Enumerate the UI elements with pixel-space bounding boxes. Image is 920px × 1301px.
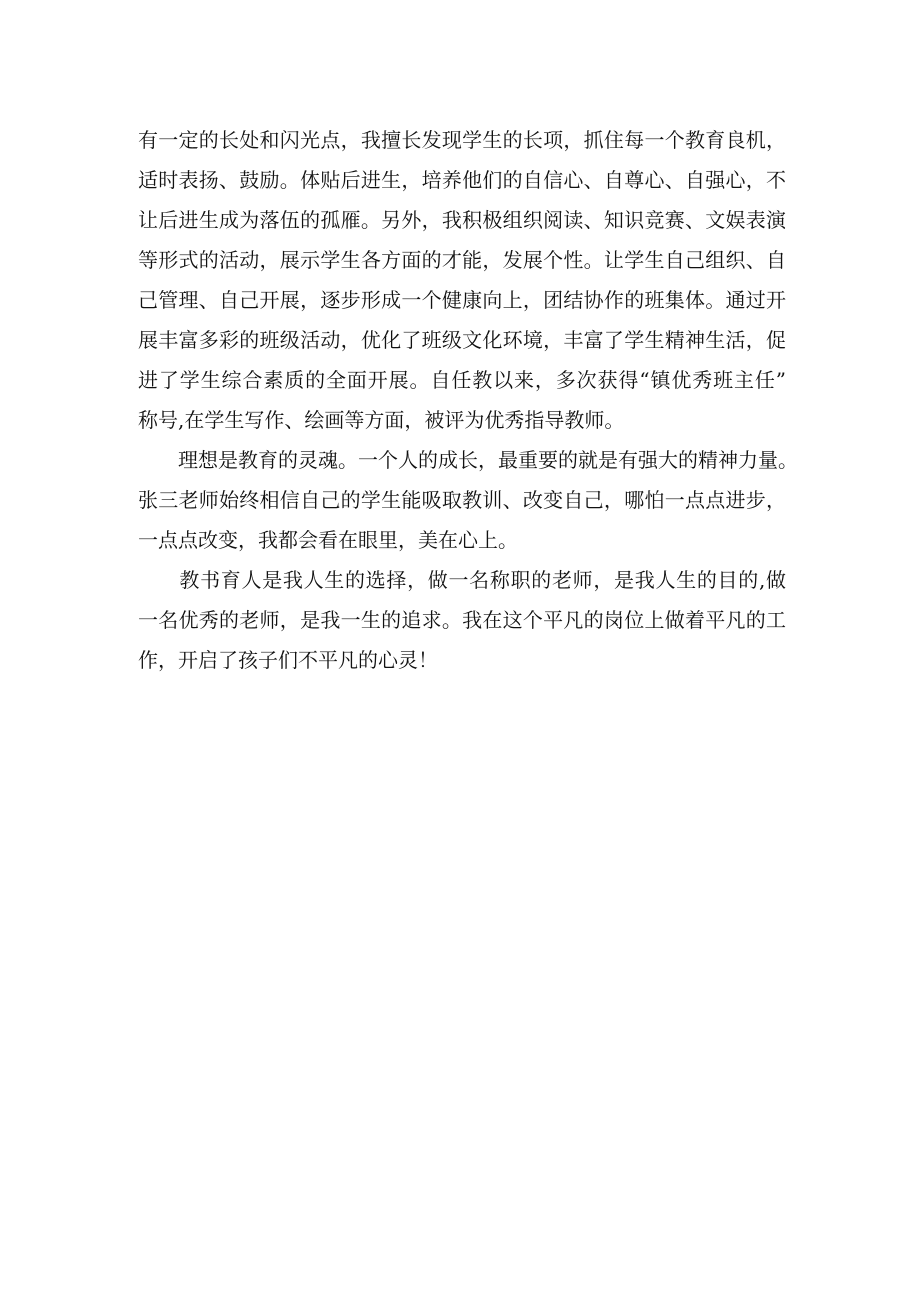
text-line: 适时表扬、鼓励。体贴后进生，培养他们的自信心、自尊心、自强心，不 — [138, 168, 786, 192]
text-line: 作，开启了孩子们不平凡的心灵！ — [138, 648, 438, 672]
document-body — [138, 120, 798, 680]
text-line: 让后进生成为落伍的孤雁。另外，我积极组织阅读、知识竞赛、文娱表演 — [138, 208, 786, 232]
text-line: 理想是教育的灵魂。一个人的成长，最重要的就是有强大的精神力量。 — [138, 448, 798, 472]
text-line: 称号,在学生写作、绘画等方面，被评为优秀指导教师。 — [138, 408, 625, 432]
text-line: 进了学生综合素质的全面开展。自任教以来，多次获得“镇优秀班主任” — [138, 368, 786, 392]
text-line: 一名优秀的老师，是我一生的追求。我在这个平凡的岗位上做着平凡的工 — [138, 608, 786, 632]
paragraph-1 — [138, 120, 786, 440]
text-line: 展丰富多彩的班级活动，优化了班级文化环境，丰富了学生精神生活，促 — [138, 328, 786, 352]
text-line: 己管理、自己开展，逐步形成一个健康向上，团结协作的班集体。通过开 — [138, 288, 786, 312]
text-line: 有一定的长处和闪光点，我擅长发现学生的长项，抓住每一个教育良机， — [138, 128, 786, 152]
text-line: 等形式的活动，展示学生各方面的才能，发展个性。让学生自己组织、自 — [138, 248, 786, 272]
text-line: 一点点改变，我都会看在眼里，美在心上。 — [138, 528, 518, 552]
text-line: 张三老师始终相信自己的学生能吸取教训、改变自己，哪怕一点点进步， — [138, 488, 786, 512]
paragraph-3 — [138, 560, 786, 680]
paragraph-2 — [138, 440, 798, 560]
text-line: 教书育人是我人生的选择，做一名称职的老师，是我人生的目的,做 — [138, 568, 786, 592]
